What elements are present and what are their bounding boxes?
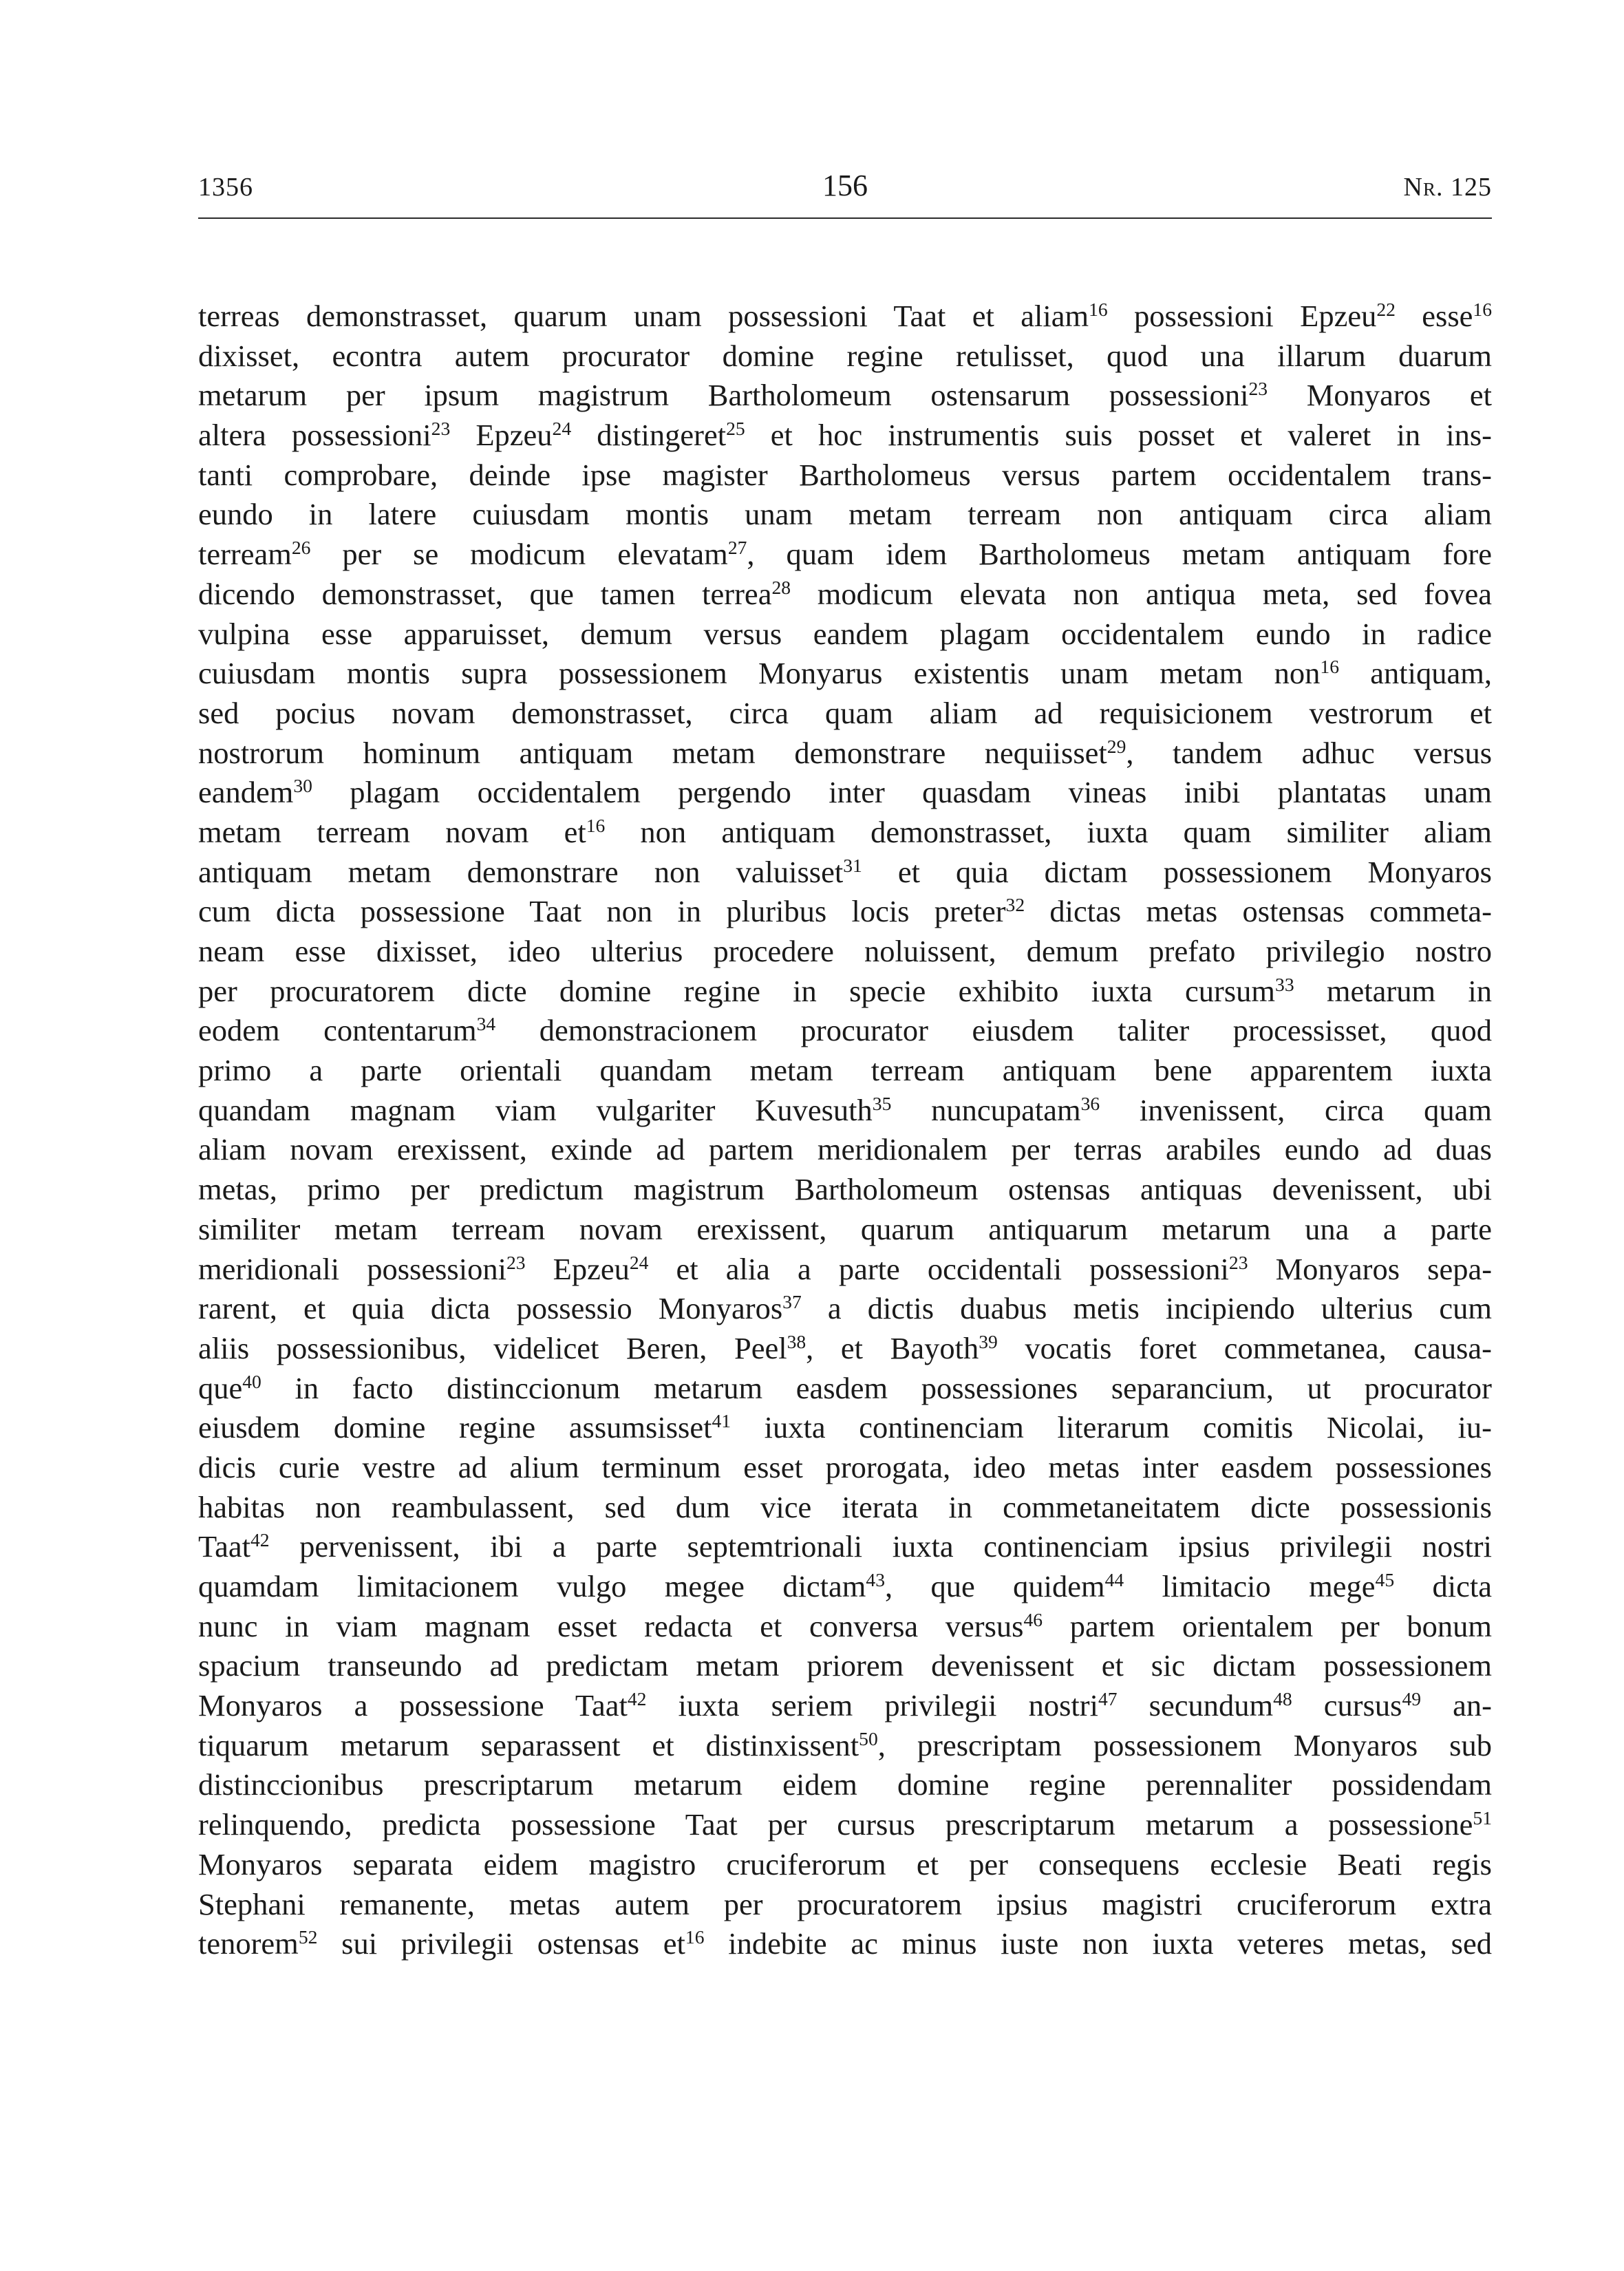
text-line [198,337,1492,376]
footnote-marker: 51 [1473,1806,1492,1828]
footnote-marker: 42 [627,1687,647,1709]
text-run: vulpina esse apparuisset, demum versus eandem plagam occidentalem eundo in radice [198,616,1492,651]
footnote-marker: 45 [1375,1568,1395,1590]
text-run: metas, primo per predictum magistrum Bartholomeum ostensas antiquas devenissent, ubi [198,1172,1492,1207]
text-line [198,654,1492,694]
text-run: sed pocius novam demonstrasset, circa quam aliam ad requisicionem vestrorum et [198,695,1492,730]
text-run: et quia dictam possessionem Monyaros [862,854,1492,889]
text-run: an- [1421,1688,1492,1723]
text-run: dicendo demonstrasset, que tamen terrea [198,576,772,611]
text-run: invenissent, circa quam [1100,1092,1493,1127]
footnote-marker: 31 [843,854,862,876]
text-run: , quam idem Bartholomeus metam antiquam fore [747,537,1492,572]
text-run: pervenissent, ibi a parte septemtrionali iuxta continenciam ipsius privilegii nostri [269,1529,1492,1564]
text-run: partem orientalem per bonum [1043,1608,1492,1643]
text-run: nostrorum hominum antiquam metam demonstrare nequiisset [198,735,1107,770]
text-run: eiusdem domine regine assumsisset [198,1410,712,1445]
text-run: dicis curie vestre ad alium terminum esset prorogata, ideo metas inter easdem possessiones [198,1449,1492,1484]
text-line [198,1170,1492,1210]
text-run: non antiquam demonstrasset, iuxta quam similiter aliam [605,814,1492,849]
text-run: nunc in viam magnam esset redacta et conversa versus [198,1608,1024,1643]
footnote-marker: 47 [1098,1687,1118,1709]
text-run: , tandem adhuc versus [1126,735,1493,770]
footnote-marker: 44 [1104,1568,1124,1590]
text-line [198,535,1492,575]
text-run: Stephani remanente, metas autem per procuratorem ipsius magistri cruciferorum extra [198,1886,1492,1921]
text-run: per se modicum elevatam [310,537,728,572]
text-run: dicta [1394,1569,1492,1603]
text-run: , que quidem [885,1569,1105,1603]
text-run: modicum elevata non antiqua meta, sed fovea [791,576,1492,611]
text-run: meridionali possessioni [198,1251,506,1286]
text-line [198,575,1492,615]
text-run: Taat [198,1529,250,1564]
text-run: distinccionibus prescriptarum metarum eidem domine regine perennaliter possidendam [198,1767,1492,1802]
footnote-marker: 37 [782,1291,802,1313]
text-run: cum dicta possessione Taat non in pluribus locis preter [198,894,1006,929]
footnote-marker: 35 [872,1092,892,1114]
text-line [198,1329,1492,1369]
text-run: Monyaros a possessione Taat [198,1688,628,1723]
text-run: in facto distinccionum metarum easdem possessiones separancium, ut procurator [261,1370,1492,1405]
text-line [198,1924,1492,1964]
text-line [198,1250,1492,1290]
text-run: terreas demonstrasset, quarum unam possessioni Taat et aliam [198,299,1089,333]
text-run: terream [198,537,292,572]
text-line [198,853,1492,893]
text-run: metarum in [1294,973,1492,1008]
text-line [198,1646,1492,1686]
text-line [198,813,1492,853]
text-run: aliam novam erexissent, exinde ad partem meridionalem per terras arabiles eundo ad duas [198,1132,1492,1167]
text-line [198,416,1492,456]
footnote-marker: 46 [1023,1608,1043,1630]
text-line [198,1051,1492,1091]
footnote-marker: 42 [250,1529,270,1551]
text-line [198,1289,1492,1329]
text-line [198,1011,1492,1051]
text-run: Epzeu [450,418,553,453]
text-run: possessioni Epzeu [1107,299,1377,333]
text-run: tiquarum metarum separassent et distinxissent [198,1727,859,1762]
text-line [198,892,1492,932]
footnote-marker: 16 [1089,298,1108,320]
text-run: limitacio mege [1124,1569,1376,1603]
text-run: Monyaros separata eidem magistro cruciferorum et per consequens ecclesie Beati regis [198,1846,1492,1881]
footnote-marker: 29 [1107,735,1126,757]
text-run: nuncupatam [891,1092,1081,1127]
text-run: habitas non reambulassent, sed dum vice iterata in commetaneitatem dicte possessionis [198,1489,1492,1524]
footnote-marker: 34 [476,1013,496,1035]
footnote-marker: 26 [291,536,311,558]
footnote-marker: 28 [771,576,791,598]
text-run: Epzeu [525,1251,630,1286]
text-run: sui privilegii ostensas et [317,1926,685,1961]
text-line [198,376,1492,416]
body-text [198,297,1492,1964]
footnote-marker: 36 [1080,1092,1100,1114]
text-run: plagam occidentalem pergendo inter quasdam vineas inibi plantatas unam [312,775,1492,810]
text-run: tenorem [198,1926,299,1961]
footnote-marker: 16 [685,1926,705,1948]
footnote-marker: 24 [552,417,572,439]
text-run: et alia a parte occidentali possessioni [648,1251,1229,1286]
text-line [198,1686,1492,1726]
text-run: a dictis duabus metis incipiendo ulterius cum [801,1291,1492,1326]
text-run: iuxta continenciam literarum comitis Nicolai, iu- [731,1410,1492,1445]
text-run: iuxta seriem privilegii nostri [646,1688,1098,1723]
footnote-marker: 16 [1320,656,1339,678]
text-run: primo a parte orientali quandam metam terream antiquam bene apparentem iuxta [198,1053,1492,1088]
header-rule [198,217,1492,219]
text-line [198,615,1492,654]
page-number: 156 [822,169,868,202]
footnote-marker: 23 [506,1251,526,1273]
text-line [198,297,1492,337]
text-run: similiter metam terream novam erexissent, quarum antiquarum metarum una a parte [198,1211,1492,1246]
running-header [198,168,1492,212]
footnote-marker: 39 [979,1330,998,1352]
text-run: altera possessioni [198,418,431,453]
footnote-marker: 24 [629,1251,649,1273]
text-run: relinquendo, predicta possessione Taat per cursus prescriptarum metarum a possessione [198,1807,1473,1842]
text-line [198,1805,1492,1845]
header-year: 1356 [198,173,253,202]
text-line [198,1607,1492,1647]
footnote-marker: 38 [787,1330,806,1352]
text-run: , prescriptam possessionem Monyaros sub [877,1727,1492,1762]
footnote-marker: 41 [712,1410,731,1432]
text-line [198,1130,1492,1170]
text-run: aliis possessionibus, videlicet Beren, Peel [198,1330,787,1365]
footnote-marker: 50 [859,1727,878,1749]
text-line [198,456,1492,495]
text-run: eandem [198,775,294,810]
text-run: antiquam metam demonstrare non valuisset [198,854,844,889]
text-run: cursus [1292,1688,1402,1723]
footnote-marker: 22 [1376,298,1396,320]
footnote-marker: 48 [1273,1687,1292,1709]
footnote-marker: 43 [866,1568,885,1590]
text-run: spacium transeundo ad predictam metam priorem devenissent et sic dictam possessionem [198,1648,1492,1683]
text-line [198,1408,1492,1448]
text-line [198,972,1492,1012]
text-line [198,932,1492,972]
text-line [198,1765,1492,1805]
text-line [198,1448,1492,1488]
text-run: vocatis foret commetanea, causa- [997,1330,1492,1365]
footnote-marker: 16 [1473,298,1492,320]
footnote-marker: 33 [1275,973,1294,995]
footnote-marker: 27 [727,536,747,558]
footnote-marker: 23 [1228,1251,1248,1273]
text-run: esse [1395,299,1473,333]
text-line [198,1091,1492,1131]
text-line [198,1210,1492,1250]
footnote-marker: 52 [298,1926,318,1948]
footnote-marker: 49 [1402,1687,1422,1709]
text-run: cuiusdam montis supra possessionem Monyarus existentis unam metam non [198,656,1321,691]
text-line [198,1527,1492,1567]
text-run: eundo in latere cuiusdam montis unam metam terream non antiquam circa aliam [198,497,1492,532]
text-line [198,773,1492,813]
text-line [198,1726,1492,1766]
footnote-marker: 30 [293,775,312,797]
footnote-marker: 16 [586,814,606,836]
text-line [198,1885,1492,1925]
footnote-marker: 23 [1248,378,1268,400]
text-line [198,1369,1492,1409]
text-run: Monyaros et [1268,378,1492,413]
footnote-marker: 32 [1005,894,1025,916]
text-run: neam esse dixisset, ideo ulterius procedere noluissent, demum prefato privilegio nostro [198,934,1492,968]
text-run: distingeret [571,418,727,453]
text-run: indebite ac minus iuste non iuxta veteres metas, sed [704,1926,1492,1961]
text-line [198,1845,1492,1885]
text-run: dixisset, econtra autem procurator domine regine retulisset, quod una illarum duarum [198,338,1492,373]
text-run: demonstracionem procurator eiusdem taliter processisset, quod [495,1013,1493,1048]
text-run: secundum [1117,1688,1274,1723]
text-run: quandam magnam viam vulgariter Kuvesuth [198,1092,873,1127]
text-run: metarum per ipsum magistrum Bartholomeum ostensarum possessioni [198,378,1249,413]
text-run: metam terream novam et [198,814,586,849]
text-run: que [198,1370,243,1405]
footnote-marker: 23 [431,417,451,439]
text-line [198,1567,1492,1607]
text-run: tanti comprobare, deinde ipse magister Bartholomeus versus partem occidentalem trans- [198,457,1492,492]
text-run: eodem contentarum [198,1013,477,1048]
document-number: Nr. 125 [1403,173,1492,202]
text-run: dictas metas ostensas commeta- [1025,894,1492,929]
text-run: Monyaros sepa- [1248,1251,1493,1286]
text-run: , et Bayoth [806,1330,979,1365]
text-line [198,495,1492,535]
text-run: per procuratorem dicte domine regine in specie exhibito iuxta cursum [198,973,1276,1008]
footnote-marker: 40 [242,1370,261,1392]
text-line [198,1488,1492,1528]
text-line [198,734,1492,774]
footnote-marker: 25 [726,417,745,439]
text-run: et hoc instrumentis suis posset et valeret in ins- [745,418,1492,453]
text-run: quamdam limitacionem vulgo megee dictam [198,1569,866,1603]
text-run: antiquam, [1338,656,1492,691]
text-run: rarent, et quia dicta possessio Monyaros [198,1291,783,1326]
text-line [198,694,1492,734]
